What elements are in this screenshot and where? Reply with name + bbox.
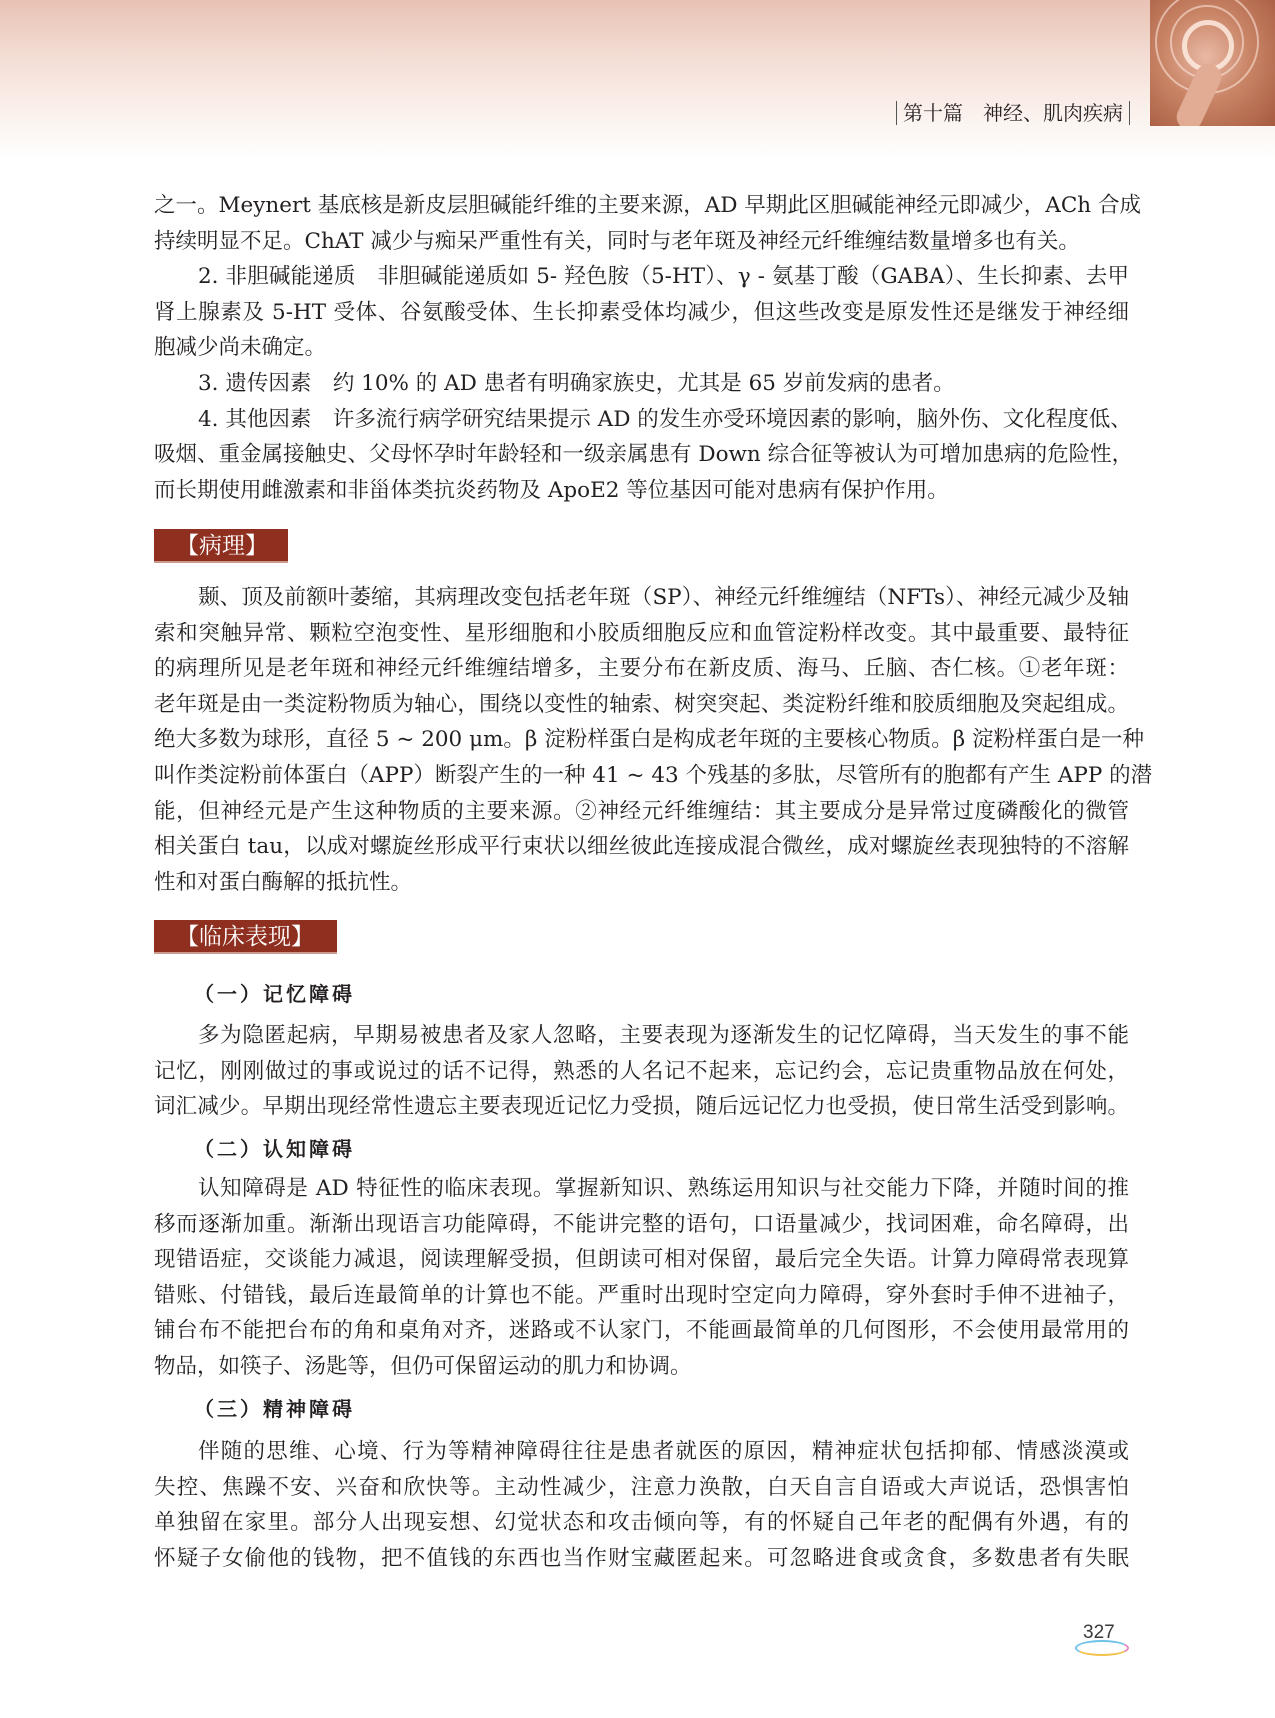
intro-paragraphs bbox=[154, 188, 1141, 508]
memory-paragraph bbox=[154, 1018, 1129, 1125]
text-line: 而长期使用雌激素和非甾体类抗炎药物及 ApoE2 等位基因可能对患病有保护作用。 bbox=[154, 477, 949, 503]
chapter-corner-image bbox=[1150, 0, 1275, 126]
text-line: 的病理所见是老年斑和神经元纤维缠结增多，主要分布在新皮质、海马、丘脑、杏仁核。①老年斑： bbox=[154, 656, 1129, 682]
text-line: 错账、付错钱，最后连最简单的计算也不能。严重时出现时空定向力障碍，穿外套时手伸不进袖子， bbox=[154, 1282, 1129, 1308]
text-line: 胞减少尚未确定。 bbox=[154, 335, 327, 361]
text-line: 2. 非胆碱能递质 非胆碱能递质如 5- 羟色胺（5-HT）、γ - 氨基丁酸（GABA）、生长抑素、去甲 bbox=[198, 264, 1129, 290]
text-line: 怀疑子女偷他的钱物，把不值钱的东西也当作财宝藏匿起来。可忽略进食或贪食，多数患者有失眠 bbox=[154, 1545, 1129, 1571]
text-line: 失控、焦躁不安、兴奋和欣快等。主动性减少，注意力涣散，白天自言自语或大声说话，恐惧害怕 bbox=[154, 1474, 1129, 1500]
pathology-paragraph bbox=[154, 580, 1153, 900]
text-line: 记忆，刚刚做过的事或说过的话不记得，熟悉的人名记不起来，忘记约会，忘记贵重物品放在何处， bbox=[154, 1058, 1129, 1084]
text-line: 移而逐渐加重。渐渐出现语言功能障碍，不能讲完整的语句，口语量减少，找词困难，命名障碍，出 bbox=[154, 1211, 1129, 1237]
text-line: 肾上腺素及 5-HT 受体、谷氨酸受体、生长抑素受体均减少，但这些改变是原发性还是继发于神经细 bbox=[154, 299, 1129, 325]
text-line: 4. 其他因素 许多流行病学研究结果提示 AD 的发生亦受环境因素的影响，脑外伤、文化程度低、 bbox=[198, 406, 1132, 432]
text-line: 能，但神经元是产生这种物质的主要来源。②神经元纤维缠结：其主要成分是异常过度磷酸化的微管 bbox=[154, 798, 1129, 824]
text-line: 认知障碍是 AD 特征性的临床表现。掌握新知识、熟练运用知识与社交能力下降，并随时间的推 bbox=[198, 1176, 1129, 1201]
text-line: 相关蛋白 tau，以成对螺旋丝形成平行束状以细丝彼此连接成混合微丝，成对螺旋丝表现独特的不溶解 bbox=[154, 834, 1129, 860]
section-heading-clinical: 【临床表现】 bbox=[154, 920, 337, 954]
text-line: 物品，如筷子、汤匙等，但仍可保留运动的肌力和协调。 bbox=[154, 1353, 692, 1379]
subheading-psychiatric: （三）精神障碍 bbox=[194, 1397, 355, 1421]
header-gradient-band bbox=[0, 0, 1275, 160]
subheading-cognition: （二）认知障碍 bbox=[194, 1137, 355, 1161]
text-line: 老年斑是由一类淀粉物质为轴心，围绕以变性的轴索、树突突起、类淀粉纤维和胶质细胞及突起组成。 bbox=[154, 691, 1129, 717]
text-line: 多为隐匿起病，早期易被患者及家人忽略，主要表现为逐渐发生的记忆障碍，当天发生的事不能 bbox=[198, 1023, 1129, 1048]
text-line: 绝大多数为球形，直径 5 ~ 200 μm。β 淀粉样蛋白是构成老年斑的主要核心物质。β 淀粉样蛋白是一种 bbox=[154, 727, 1144, 753]
text-line: 持续明显不足。ChAT 减少与痴呆严重性有关，同时与老年斑及神经元纤维缠结数量增多也有关。 bbox=[154, 228, 1080, 254]
text-line: 性和对蛋白酶解的抵抗性。 bbox=[154, 869, 413, 895]
text-line: 伴随的思维、心境、行为等精神障碍往往是患者就医的原因，精神症状包括抑郁、情感淡漠或 bbox=[198, 1439, 1129, 1464]
text-line: 现错语症，交谈能力减退，阅读理解受损，但朗读可相对保留，最后完全失语。计算力障碍常表现算 bbox=[154, 1247, 1129, 1273]
running-head: 第十篇 神经、肌肉疾病 bbox=[896, 101, 1130, 125]
cognition-paragraph bbox=[154, 1171, 1129, 1385]
text-line: 单独留在家里。部分人出现妄想、幻觉状态和攻击倾向等，有的怀疑自己年老的配偶有外遇，有的 bbox=[154, 1510, 1129, 1536]
text-line: 3. 遗传因素 约 10% 的 AD 患者有明确家族史，尤其是 65 岁前发病的患者。 bbox=[198, 370, 955, 396]
text-line: 词汇减少。早期出现经常性遗忘主要表现近记忆力受损，随后远记忆力也受损，使日常生活受到影响。 bbox=[154, 1094, 1129, 1120]
page-number: 327 bbox=[1083, 1622, 1115, 1643]
text-line: 铺台布不能把台布的角和桌角对齐，迷路或不认家门，不能画最简单的几何图形，不会使用最常用的 bbox=[154, 1318, 1129, 1344]
text-line: 叫作类淀粉前体蛋白（APP）断裂产生的一种 41 ~ 43 个残基的多肽，尽管所有的胞都有产生 APP 的潜 bbox=[154, 762, 1153, 788]
page-number-ornament-icon bbox=[1075, 1640, 1129, 1656]
text-line: 吸烟、重金属接触史、父母怀孕时年龄轻和一级亲属患有 Down 综合征等被认为可增加患病的危险性， bbox=[154, 442, 1134, 468]
psychiatric-paragraph bbox=[154, 1434, 1129, 1576]
text-line: 之一。Meynert 基底核是新皮层胆碱能纤维的主要来源，AD 早期此区胆碱能神经元即减少，ACh 合成 bbox=[154, 193, 1141, 218]
text-line: 索和突触异常、颗粒空泡变性、星形细胞和小胶质细胞反应和血管淀粉样改变。其中最重要、最特征 bbox=[154, 620, 1129, 646]
text-line: 颞、顶及前额叶萎缩，其病理改变包括老年斑（SP）、神经元纤维缠结（NFTs）、神经元减少及轴 bbox=[198, 585, 1129, 610]
subheading-memory: （一）记忆障碍 bbox=[194, 982, 355, 1006]
section-heading-pathology: 【病理】 bbox=[154, 529, 288, 563]
